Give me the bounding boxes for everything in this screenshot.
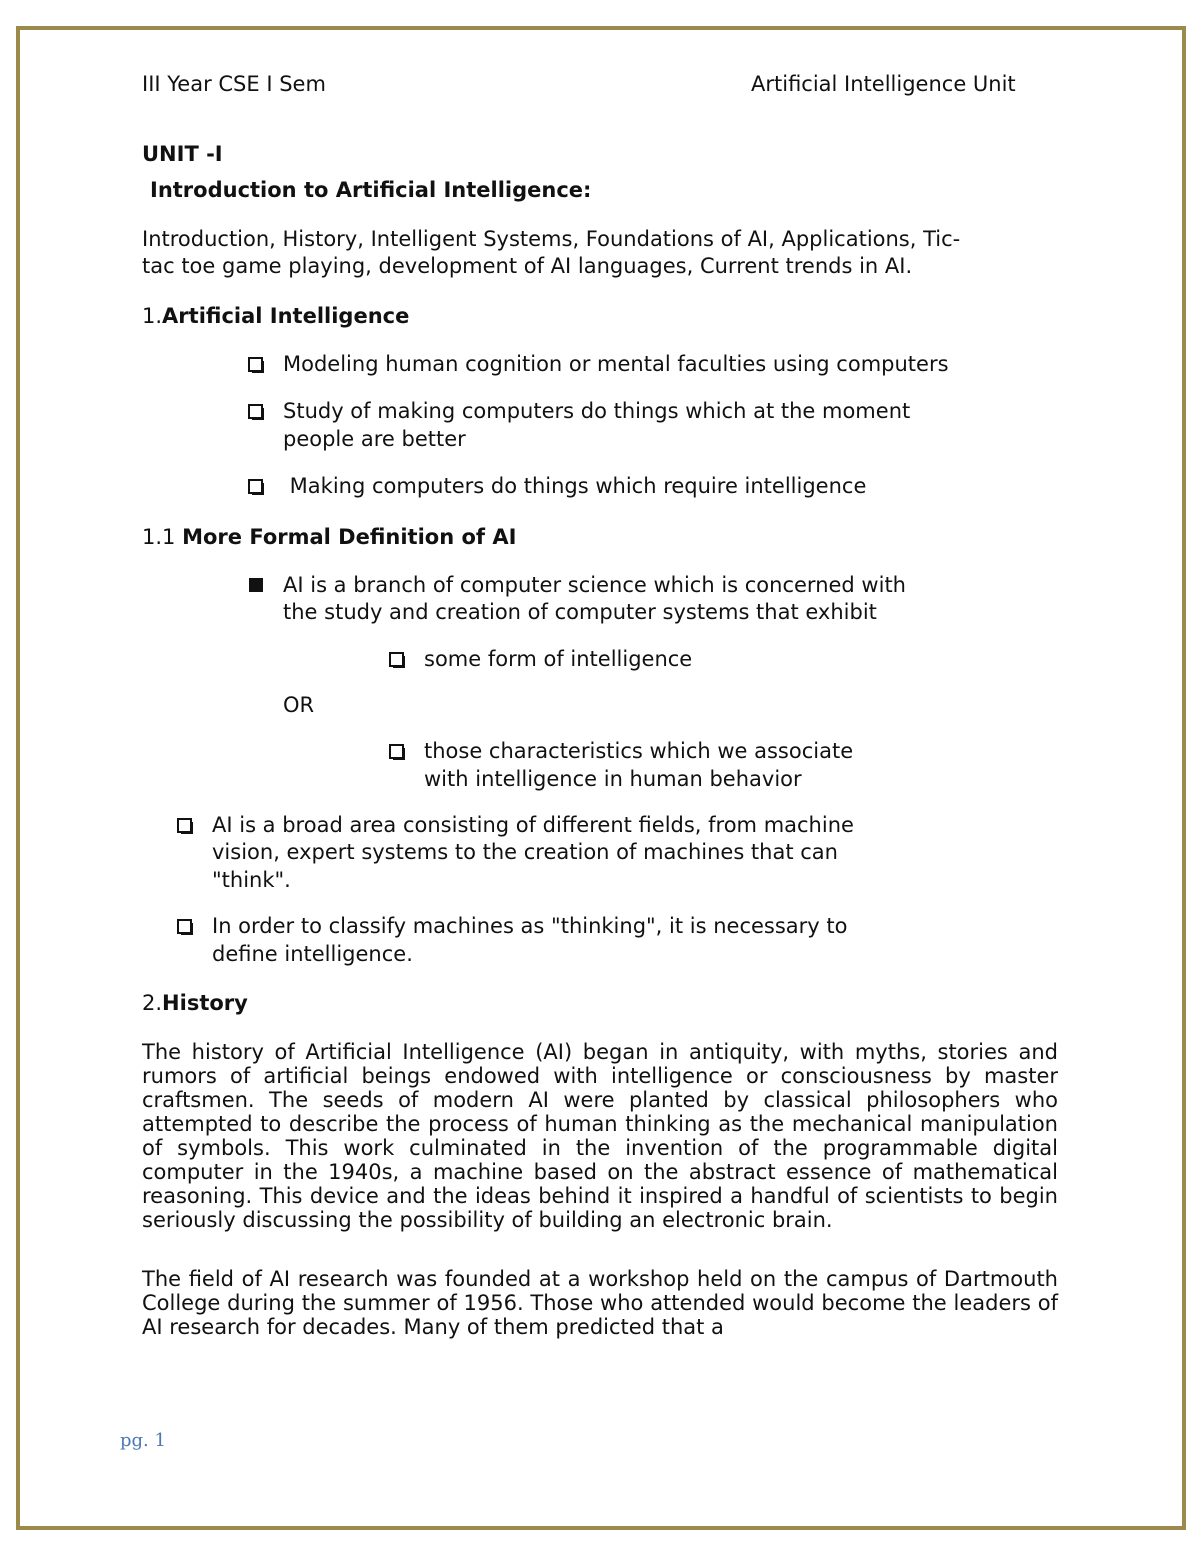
checkbox-bullet-icon bbox=[177, 919, 192, 934]
header-left: III Year CSE I Sem bbox=[142, 72, 326, 96]
bullet-a-line-3: "think". bbox=[212, 868, 291, 892]
intro-line-1: Introduction, History, Intelligent Systems, Foundations of AI, Applications, Tic- bbox=[142, 227, 961, 251]
section1-bullet-2-line-2: people are better bbox=[283, 427, 466, 451]
header-right: Artificial Intelligence Unit bbox=[751, 72, 1016, 96]
section1-heading bbox=[142, 304, 409, 328]
checkbox-bullet-icon bbox=[177, 818, 192, 833]
section2-number: 2. bbox=[142, 991, 163, 1015]
bullet-b-line-1: In order to classify machines as "thinking", it is necessary to bbox=[212, 914, 848, 938]
section11-heading bbox=[142, 525, 516, 549]
section1-bullet-2-line-1: Study of making computers do things which at the moment bbox=[283, 399, 911, 423]
section11-sub-1: some form of intelligence bbox=[424, 647, 693, 671]
section1-number: 1. bbox=[142, 304, 163, 328]
bullet-b-line-2: define intelligence. bbox=[212, 942, 413, 966]
bullet-a-line-1: AI is a broad area consisting of different fields, from machine bbox=[212, 813, 854, 837]
page-number: pg. 1 bbox=[120, 1430, 166, 1451]
checkbox-bullet-icon bbox=[389, 652, 404, 667]
section1-title: Artificial Intelligence bbox=[162, 304, 410, 328]
filled-square-bullet-icon bbox=[249, 578, 263, 592]
section2-heading bbox=[142, 991, 248, 1015]
section11-main-line-1: AI is a branch of computer science which is concerned with bbox=[283, 573, 906, 597]
history-paragraph-1: The history of Artificial Intelligence (AI) began in antiquity, with myths, stories and rumors of artificial beings endowed with intelligence or consciousness by master craftsmen. The seeds of modern AI were planted by classical philosophers who attempted to describe the process of human thinking as the mechanical manipulation of symbols. This work culminated in the invention of the programmable digital computer in the 1940s, a machine based on the abstract essence of mathematical reasoning. This device and the ideas behind it inspired a handful of scientists to begin seriously discussing the possibility of building an electronic brain. bbox=[142, 1040, 1058, 1232]
checkbox-bullet-icon bbox=[248, 404, 263, 419]
section2-title: History bbox=[162, 991, 248, 1015]
section11-or: OR bbox=[283, 693, 315, 717]
section11-sub-2-line-2: with intelligence in human behavior bbox=[424, 767, 802, 791]
history-paragraph-2: The field of AI research was founded at a workshop held on the campus of Dartmouth College during the summer of 1956. Those who attended would become the leaders of AI research for decades. Many of them predicted that a bbox=[142, 1267, 1058, 1339]
section1-bullet-3: Making computers do things which require intelligence bbox=[283, 474, 867, 498]
bullet-a-line-2: vision, expert systems to the creation of machines that can bbox=[212, 840, 838, 864]
section11-sub-2-line-1: those characteristics which we associate bbox=[424, 739, 854, 763]
section11-main-line-2: the study and creation of computer systems that exhibit bbox=[283, 600, 877, 624]
section11-number: 1.1 bbox=[142, 525, 176, 549]
intro-title: Introduction to Artificial Intelligence: bbox=[150, 178, 592, 202]
intro-line-2: tac toe game playing, development of AI languages, Current trends in AI. bbox=[142, 254, 913, 278]
checkbox-bullet-icon bbox=[389, 744, 404, 759]
unit-title: UNIT -I bbox=[142, 142, 223, 166]
checkbox-bullet-icon bbox=[248, 357, 263, 372]
checkbox-bullet-icon bbox=[248, 479, 263, 494]
section11-title: More Formal Definition of AI bbox=[182, 525, 517, 549]
section1-bullet-1: Modeling human cognition or mental faculties using computers bbox=[283, 352, 949, 376]
